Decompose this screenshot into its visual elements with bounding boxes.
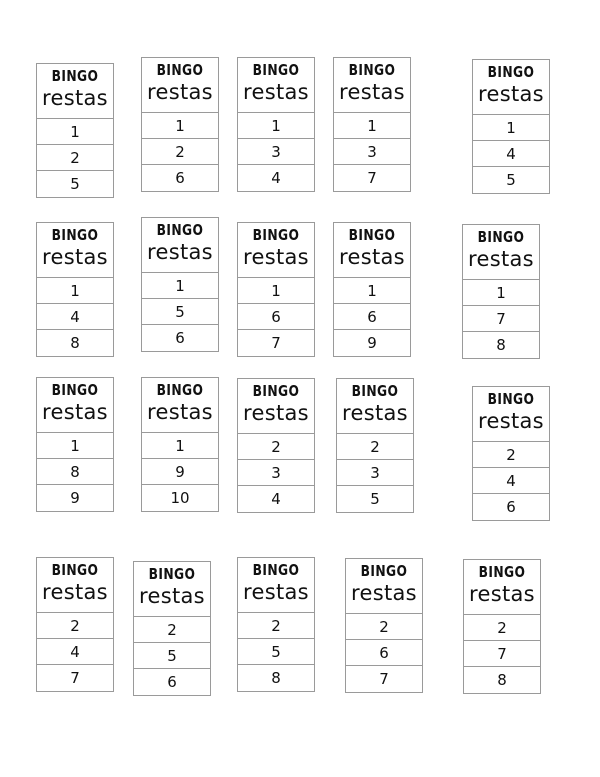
card-header (37, 558, 113, 613)
card-header (337, 379, 413, 434)
card-number-cell: 1 (238, 113, 314, 139)
bingo-card (472, 59, 550, 194)
card-number-cell: 8 (271, 669, 281, 687)
card-number-cell: 6 (175, 169, 185, 187)
card-subtitle: restas (139, 584, 205, 608)
card-subtitle: restas (42, 580, 108, 604)
card-subtitle: restas (243, 245, 309, 269)
card-number-cell: 8 (497, 671, 507, 689)
card-number-cell: 2 (37, 145, 113, 171)
card-number-cell: 1 (473, 115, 549, 141)
card-number-cell: 6 (175, 329, 185, 347)
card-subtitle: restas (351, 581, 417, 605)
card-title: BINGO (156, 381, 204, 399)
card-subtitle: restas (478, 82, 544, 106)
bingo-card (237, 557, 315, 692)
card-number-cell: 1 (142, 273, 218, 299)
card-header (37, 378, 113, 433)
card-title: BINGO (51, 381, 99, 399)
bingo-card (36, 222, 114, 357)
card-number-cell: 3 (337, 460, 413, 486)
card-title: BINGO (252, 561, 300, 579)
card-header (473, 387, 549, 442)
card-number-cell: 1 (142, 433, 218, 459)
card-number-cell: 7 (367, 169, 377, 187)
card-title: BINGO (51, 67, 99, 85)
card-subtitle: restas (42, 86, 108, 110)
card-title: BINGO (351, 382, 399, 400)
card-number-cell: 7 (271, 334, 281, 352)
card-subtitle: restas (243, 80, 309, 104)
card-number-cell: 7 (70, 669, 80, 687)
card-number-cell: 4 (473, 141, 549, 167)
card-title: BINGO (252, 226, 300, 244)
card-subtitle: restas (243, 580, 309, 604)
card-title: BINGO (148, 565, 196, 583)
card-subtitle: restas (243, 401, 309, 425)
card-number-cell: 1 (463, 280, 539, 306)
card-number-cell: 8 (37, 459, 113, 485)
card-number-cell: 9 (142, 459, 218, 485)
card-number-cell: 2 (346, 614, 422, 640)
bingo-card (141, 217, 219, 352)
card-header (464, 560, 540, 615)
card-subtitle: restas (339, 80, 405, 104)
bingo-card (141, 377, 219, 512)
card-number-cell: 6 (334, 304, 410, 330)
bingo-card (141, 57, 219, 192)
card-number-cell: 5 (506, 171, 516, 189)
card-number-cell: 3 (238, 460, 314, 486)
card-number-cell: 7 (379, 670, 389, 688)
card-number-cell: 6 (167, 673, 177, 691)
card-number-cell: 9 (367, 334, 377, 352)
card-number-cell: 5 (70, 175, 80, 193)
card-subtitle: restas (468, 247, 534, 271)
card-number-cell: 7 (463, 306, 539, 332)
card-number-cell: 2 (37, 613, 113, 639)
bingo-card (463, 559, 541, 694)
card-number-cell: 1 (37, 278, 113, 304)
card-number-cell: 3 (334, 139, 410, 165)
card-number-cell: 5 (134, 643, 210, 669)
card-number-cell: 1 (37, 433, 113, 459)
card-title: BINGO (156, 221, 204, 239)
card-number-cell: 2 (473, 442, 549, 468)
bingo-card (333, 222, 411, 357)
card-subtitle: restas (478, 409, 544, 433)
card-number-cell: 3 (238, 139, 314, 165)
card-number-cell: 1 (37, 119, 113, 145)
card-title: BINGO (477, 228, 525, 246)
card-header (37, 223, 113, 278)
card-title: BINGO (348, 226, 396, 244)
card-number-cell: 6 (238, 304, 314, 330)
card-header (238, 223, 314, 278)
bingo-card (133, 561, 211, 696)
card-subtitle: restas (342, 401, 408, 425)
card-subtitle: restas (147, 400, 213, 424)
bingo-card (345, 558, 423, 693)
card-number-cell: 5 (142, 299, 218, 325)
card-header (463, 225, 539, 280)
card-number-cell: 5 (238, 639, 314, 665)
card-number-cell: 2 (337, 434, 413, 460)
card-number-cell: 8 (496, 336, 506, 354)
card-header (334, 58, 410, 113)
card-title: BINGO (478, 563, 526, 581)
card-number-cell: 6 (346, 640, 422, 666)
card-number-cell: 1 (238, 278, 314, 304)
card-number-cell: 1 (334, 278, 410, 304)
card-header (37, 64, 113, 119)
card-number-cell: 10 (170, 489, 190, 507)
card-header (346, 559, 422, 614)
bingo-card (472, 386, 550, 521)
bingo-card (237, 222, 315, 357)
card-title: BINGO (487, 390, 535, 408)
card-subtitle: restas (469, 582, 535, 606)
card-header (134, 562, 210, 617)
card-number-cell: 6 (506, 498, 516, 516)
bingo-card (336, 378, 414, 513)
card-subtitle: restas (147, 240, 213, 264)
card-title: BINGO (348, 61, 396, 79)
bingo-card (237, 57, 315, 192)
card-number-cell: 4 (37, 639, 113, 665)
card-header (238, 58, 314, 113)
card-number-cell: 1 (142, 113, 218, 139)
card-number-cell: 2 (238, 613, 314, 639)
card-title: BINGO (51, 561, 99, 579)
card-number-cell: 4 (37, 304, 113, 330)
card-number-cell: 5 (370, 490, 380, 508)
card-header (238, 558, 314, 613)
card-header (473, 60, 549, 115)
card-subtitle: restas (339, 245, 405, 269)
bingo-card (36, 377, 114, 512)
card-subtitle: restas (42, 400, 108, 424)
card-number-cell: 2 (238, 434, 314, 460)
card-title: BINGO (252, 61, 300, 79)
card-number-cell: 2 (142, 139, 218, 165)
card-number-cell: 4 (473, 468, 549, 494)
bingo-card (36, 63, 114, 198)
bingo-card (36, 557, 114, 692)
card-subtitle: restas (147, 80, 213, 104)
bingo-card (462, 224, 540, 359)
card-header (334, 223, 410, 278)
card-number-cell: 4 (271, 490, 281, 508)
card-title: BINGO (360, 562, 408, 580)
card-number-cell: 2 (134, 617, 210, 643)
card-number-cell: 9 (70, 489, 80, 507)
bingo-card (237, 378, 315, 513)
card-number-cell: 4 (271, 169, 281, 187)
card-number-cell: 8 (70, 334, 80, 352)
card-number-cell: 1 (334, 113, 410, 139)
card-header (142, 218, 218, 273)
card-title: BINGO (156, 61, 204, 79)
card-header (238, 379, 314, 434)
card-title: BINGO (252, 382, 300, 400)
card-number-cell: 7 (464, 641, 540, 667)
bingo-card (333, 57, 411, 192)
card-header (142, 58, 218, 113)
card-header (142, 378, 218, 433)
card-subtitle: restas (42, 245, 108, 269)
card-number-cell: 2 (464, 615, 540, 641)
card-title: BINGO (51, 226, 99, 244)
card-title: BINGO (487, 63, 535, 81)
